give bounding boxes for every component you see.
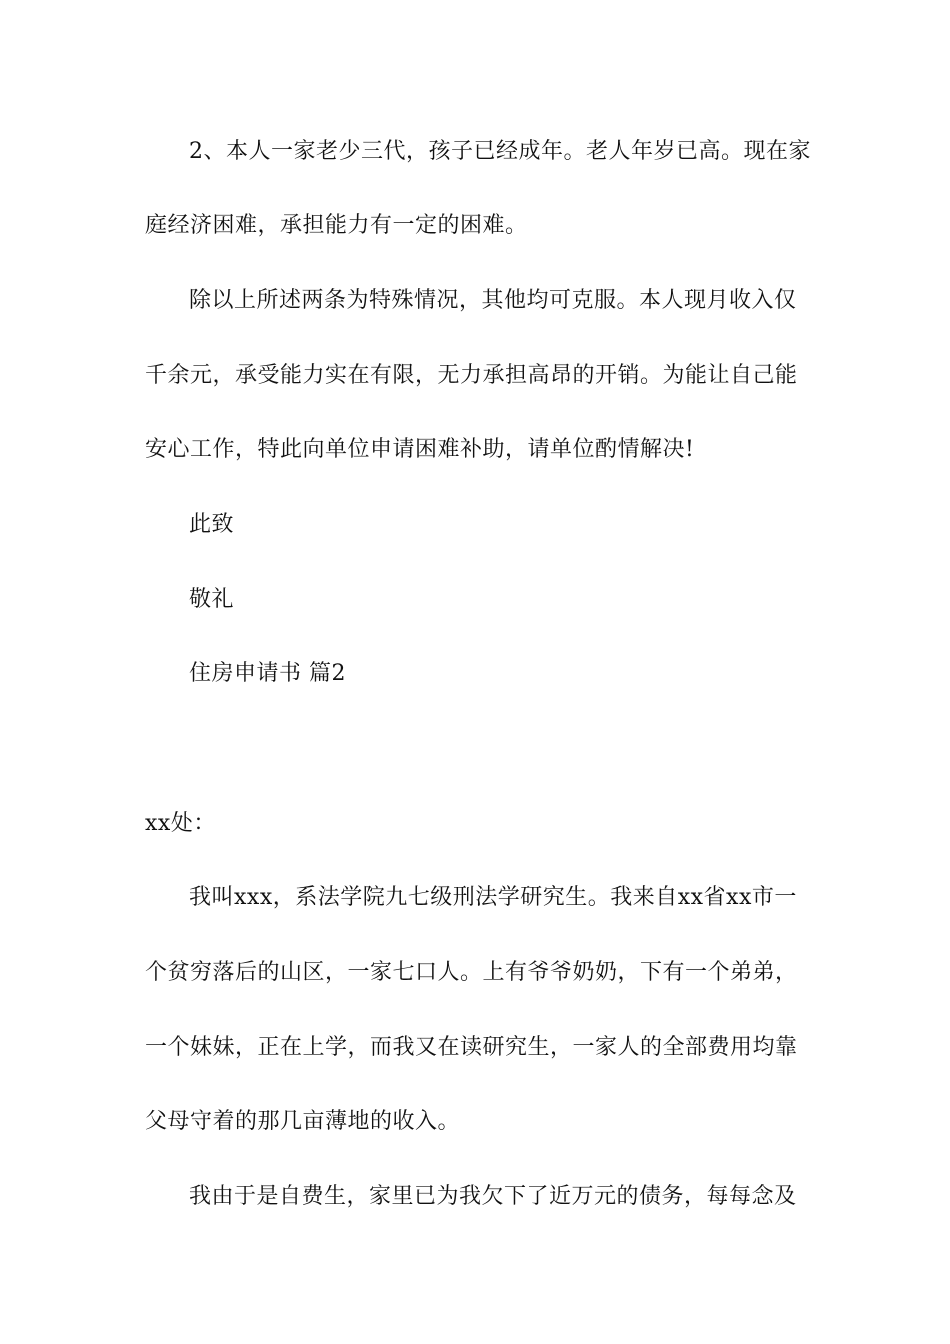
closing-line: 此致 [189, 512, 235, 537]
paragraph-line: 个贫穷落后的山区，一家七口人。上有爷爷奶奶，下有一个弟弟， [145, 960, 798, 985]
closing-line: 敬礼 [189, 587, 235, 612]
paragraph-line: 父母守着的那几亩薄地的收入。 [145, 1109, 461, 1134]
section-heading: 住房申请书 篇2 [189, 661, 346, 686]
salutation: xx处： [145, 811, 216, 836]
paragraph-line: 一个妹妹，正在上学，而我又在读研究生，一家人的全部费用均靠 [145, 1035, 798, 1060]
paragraph-line: 除以上所述两条为特殊情况，其他均可克服。本人现月收入仅 [189, 288, 797, 313]
paragraph-line: 我叫xxx，系法学院九七级刑法学研究生。我来自xx省xx市一 [189, 885, 797, 910]
paragraph-line: 我由于是自费生，家里已为我欠下了近万元的债务，每每念及 [189, 1184, 797, 1209]
paragraph-line: 庭经济困难，承担能力有一定的困难。 [145, 213, 528, 238]
paragraph-line: 2、本人一家老少三代，孩子已经成年。老人年岁已高。现在家 [189, 139, 811, 164]
paragraph-line: 安心工作，特此向单位申请困难补助，请单位酌情解决! [145, 437, 695, 462]
paragraph-line: 千余元，承受能力实在有限，无力承担高昂的开销。为能让自己能 [145, 363, 798, 388]
